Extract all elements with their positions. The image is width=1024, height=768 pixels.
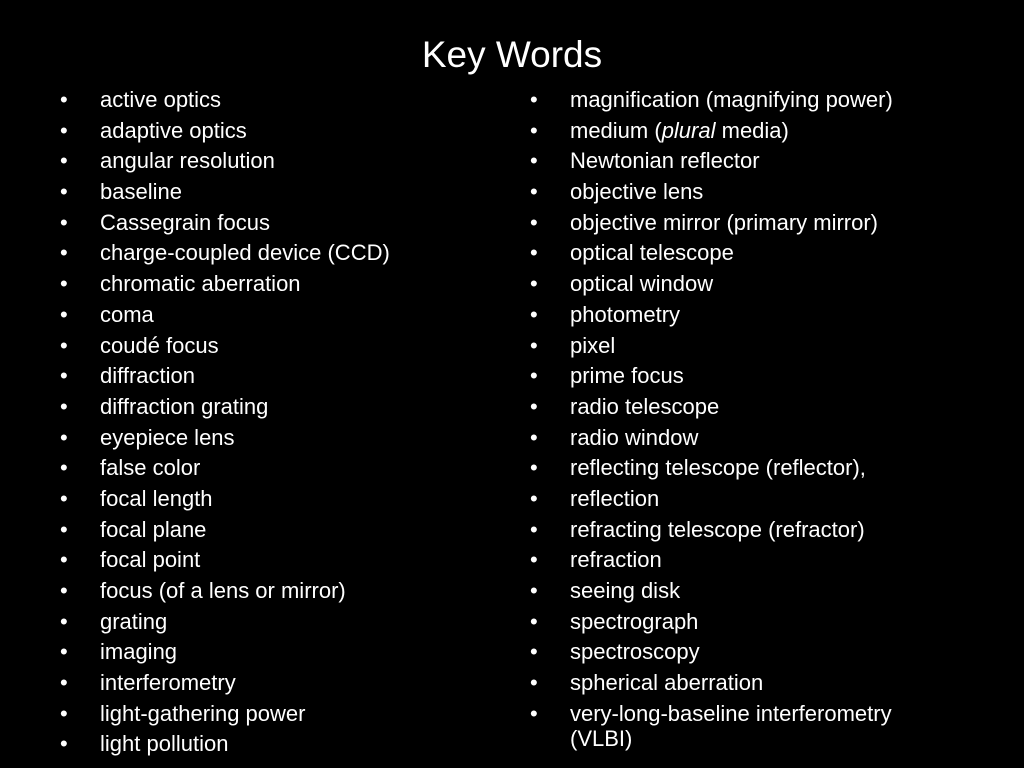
list-item [530,670,1000,695]
term: spectroscopy [570,639,700,665]
term: prime focus [570,363,684,389]
term: charge-coupled device (CCD) [100,240,390,266]
term: false color [100,455,201,481]
term: active optics [100,87,222,112]
bullet-icon: • [530,240,538,266]
bullet-icon: • [60,332,68,358]
term: focal point [100,547,201,573]
term-line-1: very-long-baseline interferometry [570,700,892,726]
bullet-icon: • [60,608,68,634]
term: angular resolution [100,148,275,174]
term: focus (of a lens or mirror) [100,578,346,603]
term: imaging [100,639,178,665]
list-item [60,118,500,143]
bullet-icon: • [60,424,68,450]
term: reflection [570,485,660,511]
term: light-gathering power [100,700,306,726]
bullet-icon: • [530,485,538,511]
bullet-icon: • [530,87,538,112]
list-item [60,210,500,235]
term-suffix: media) [715,117,789,143]
list-item [530,425,1000,450]
list-item [60,179,500,204]
list-item [530,302,1000,327]
bullet-icon: • [530,209,538,235]
term-prefix: medium ( [570,117,662,143]
list-item [60,240,500,265]
list-item [60,333,500,358]
list-item [530,701,1000,751]
bullet-icon: • [60,485,68,511]
list-item [530,363,1000,388]
bullet-icon: • [60,209,68,235]
list-item [60,87,500,112]
list-item [60,578,500,603]
bullet-icon: • [60,117,68,143]
list-item [60,363,500,388]
bullet-icon: • [530,578,538,603]
bullet-icon: • [60,363,68,389]
bullet-icon: • [60,639,68,665]
bullet-icon: • [530,670,538,696]
list-item [530,87,1000,112]
bullet-icon: • [60,670,68,696]
term-line-2: (VLBI) [570,725,633,751]
term: magnification (magnifying power) [570,87,893,112]
term: interferometry [100,670,236,696]
key-words-left-column [60,87,500,762]
list-item [530,240,1000,265]
term: adaptive optics [100,117,247,143]
term: seeing disk [570,578,681,603]
bullet-icon: • [60,516,68,542]
list-item [60,302,500,327]
bullet-icon: • [530,424,538,450]
term: light pollution [100,731,229,757]
list-item [60,701,500,726]
term: objective mirror (primary mirror) [570,209,879,235]
term: spectrograph [570,608,699,634]
list-item [60,517,500,542]
bullet-icon: • [60,578,68,603]
term: pixel [570,332,616,358]
bullet-icon: • [530,363,538,389]
bullet-icon: • [530,332,538,358]
bullet-icon: • [60,87,68,112]
bullet-icon: • [530,148,538,174]
list-item [530,455,1000,480]
bullet-icon: • [60,547,68,573]
term: Newtonian reflector [570,148,760,174]
term: objective lens [570,179,704,205]
list-item [60,731,500,756]
bullet-icon: • [530,608,538,634]
term: Cassegrain focus [100,209,270,235]
list-item [530,394,1000,419]
term: focal plane [100,516,207,542]
list-item [60,670,500,695]
term: diffraction [100,363,195,389]
list-item [60,425,500,450]
term: optical window [570,271,714,297]
list-item [530,271,1000,296]
key-words-right-column [530,87,1000,756]
bullet-icon: • [60,148,68,174]
bullet-icon: • [530,179,538,205]
term: baseline [100,179,182,205]
bullet-icon: • [530,516,538,542]
term: radio window [570,424,699,450]
bullet-icon: • [530,639,538,665]
bullet-icon: • [60,393,68,419]
term: coma [100,301,154,327]
bullet-icon: • [530,271,538,297]
term: focal length [100,485,213,511]
list-item [530,547,1000,572]
term [570,118,789,143]
list-item [530,333,1000,358]
list-item [530,578,1000,603]
list-item [60,486,500,511]
term: diffraction grating [100,393,269,419]
term: radio telescope [570,393,720,419]
bullet-icon: • [60,179,68,205]
list-item [530,609,1000,634]
bullet-icon: • [60,731,68,757]
list-item [60,639,500,664]
term: chromatic aberration [100,271,301,297]
term-italic: plural [661,117,716,143]
bullet-icon: • [60,271,68,297]
term: optical telescope [570,240,734,266]
bullet-icon: • [530,393,538,419]
list-item [60,547,500,572]
bullet-icon: • [60,301,68,327]
term: coudé focus [100,332,219,358]
list-item [60,455,500,480]
bullet-icon: • [530,301,538,327]
term: reflecting telescope (reflector), [570,455,866,481]
list-item [530,486,1000,511]
list-item [60,609,500,634]
bullet-icon: • [530,700,538,726]
list-item [60,148,500,173]
term: eyepiece lens [100,424,235,450]
term: refracting telescope (refractor) [570,516,865,542]
term: grating [100,608,168,634]
bullet-icon: • [530,547,538,573]
term [570,701,1000,751]
list-item [60,394,500,419]
term: refraction [570,547,662,573]
term: photometry [570,301,681,327]
slide-title: Key Words [421,34,603,75]
list-item [530,517,1000,542]
list-item [530,118,1000,143]
bullet-icon: • [530,117,538,143]
bullet-icon: • [60,455,68,481]
list-item [530,639,1000,664]
term: spherical aberration [570,670,764,696]
list-item [530,210,1000,235]
bullet-icon: • [60,240,68,266]
bullet-icon: • [60,700,68,726]
list-item [530,148,1000,173]
list-item [60,271,500,296]
list-item [530,179,1000,204]
bullet-icon: • [530,455,538,481]
